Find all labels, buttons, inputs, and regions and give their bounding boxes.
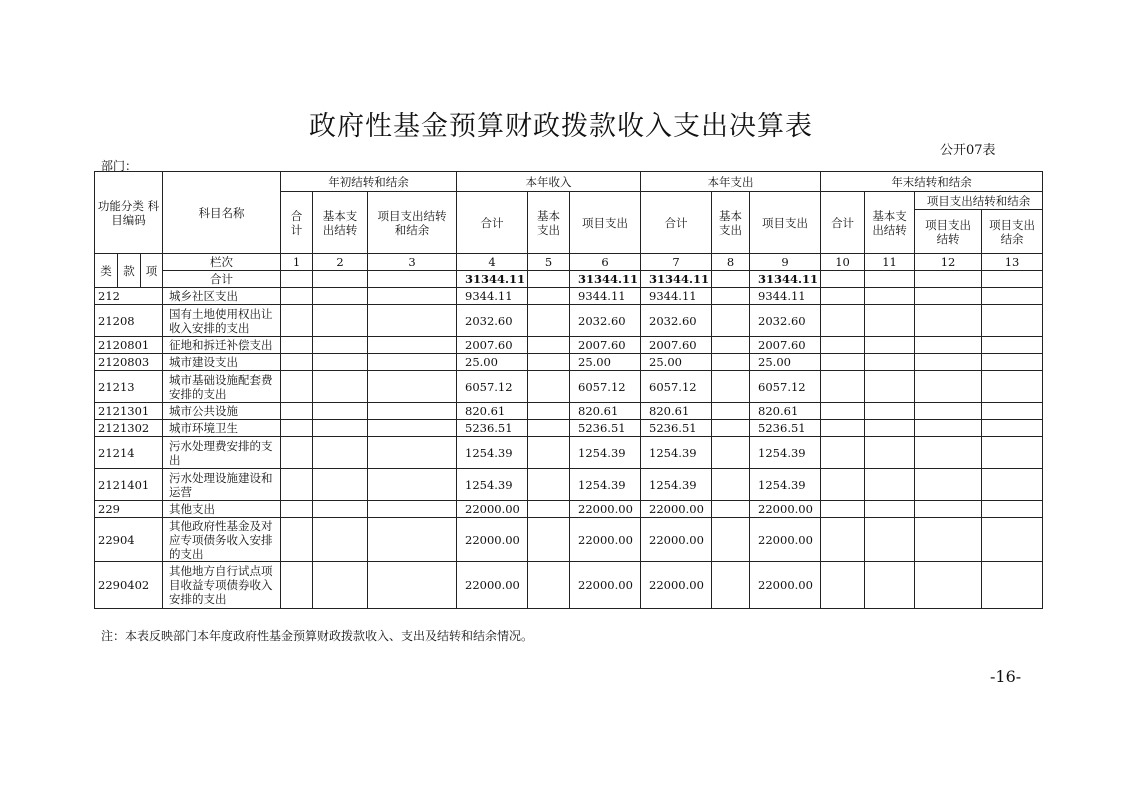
value-cell — [528, 354, 570, 371]
column-number: 2 — [313, 254, 368, 271]
value-cell — [528, 371, 570, 403]
value-cell: 6057.12 — [570, 371, 641, 403]
value-cell: 22000.00 — [750, 518, 821, 562]
column-number: 5 — [528, 254, 570, 271]
subject-code: 21214 — [95, 437, 163, 469]
value-cell — [528, 337, 570, 354]
value-cell: 22000.00 — [570, 562, 641, 609]
value-cell — [313, 420, 368, 437]
value-cell: 820.61 — [750, 403, 821, 420]
value-cell — [865, 305, 915, 337]
header-group-begin: 年初结转和结余 — [281, 172, 457, 192]
value-cell: 5236.51 — [457, 420, 528, 437]
footnote: 注：本表反映部门本年度政府性基金预算财政拨款收入、支出及结转和结余情况。 — [101, 629, 534, 643]
value-cell: 25.00 — [750, 354, 821, 371]
value-cell — [313, 354, 368, 371]
value-cell — [982, 501, 1043, 518]
value-cell — [368, 288, 457, 305]
header-begin-total: 合 计 — [281, 192, 313, 254]
value-cell: 22000.00 — [750, 562, 821, 609]
value-cell: 1254.39 — [457, 469, 528, 501]
value-cell — [368, 469, 457, 501]
header-end-project-group: 项目支出结转和结余 — [915, 192, 1043, 210]
value-cell — [712, 562, 750, 609]
table-row — [95, 288, 1043, 305]
total-cell — [915, 271, 982, 288]
value-cell: 1254.39 — [641, 469, 712, 501]
table-row — [95, 501, 1043, 518]
header-group-expense: 本年支出 — [641, 172, 821, 192]
value-cell: 22000.00 — [457, 518, 528, 562]
value-cell: 1254.39 — [750, 437, 821, 469]
value-cell — [915, 501, 982, 518]
table-row — [95, 354, 1043, 371]
value-cell: 6057.12 — [641, 371, 712, 403]
value-cell — [313, 305, 368, 337]
value-cell — [915, 420, 982, 437]
value-cell: 5236.51 — [641, 420, 712, 437]
value-cell — [281, 288, 313, 305]
value-cell: 2032.60 — [750, 305, 821, 337]
value-cell — [865, 437, 915, 469]
value-cell — [313, 501, 368, 518]
value-cell — [865, 562, 915, 609]
header-begin-basic: 基本支 出结转 — [313, 192, 368, 254]
header-group-income: 本年收入 — [457, 172, 641, 192]
value-cell — [915, 403, 982, 420]
header-group-end: 年末结转和结余 — [821, 172, 1043, 192]
value-cell — [982, 305, 1043, 337]
table-row — [95, 371, 1043, 403]
value-cell — [821, 469, 865, 501]
value-cell — [313, 288, 368, 305]
value-cell — [865, 354, 915, 371]
table-row — [95, 518, 1043, 562]
value-cell — [528, 562, 570, 609]
value-cell — [915, 288, 982, 305]
total-cell — [865, 271, 915, 288]
subject-code: 21208 — [95, 305, 163, 337]
value-cell — [712, 288, 750, 305]
subject-name: 城市基础设施配套费安排的支出 — [163, 371, 281, 403]
value-cell: 1254.39 — [457, 437, 528, 469]
header-expense-project: 项目支出 — [750, 192, 821, 254]
value-cell — [528, 420, 570, 437]
value-cell — [528, 469, 570, 501]
subject-code: 212 — [95, 288, 163, 305]
total-cell — [982, 271, 1043, 288]
value-cell: 1254.39 — [570, 437, 641, 469]
value-cell — [915, 337, 982, 354]
header-begin-project: 项目支出结转 和结余 — [368, 192, 457, 254]
value-cell — [368, 420, 457, 437]
subject-code: 2121401 — [95, 469, 163, 501]
value-cell: 25.00 — [570, 354, 641, 371]
value-cell — [865, 337, 915, 354]
value-cell — [982, 288, 1043, 305]
value-cell — [821, 501, 865, 518]
value-cell: 25.00 — [457, 354, 528, 371]
value-cell — [313, 518, 368, 562]
value-cell — [281, 437, 313, 469]
total-cell — [821, 271, 865, 288]
value-cell: 22000.00 — [641, 518, 712, 562]
value-cell — [528, 305, 570, 337]
value-cell — [915, 518, 982, 562]
value-cell — [281, 469, 313, 501]
value-cell — [368, 403, 457, 420]
value-cell: 2007.60 — [750, 337, 821, 354]
value-cell: 2007.60 — [457, 337, 528, 354]
column-number: 1 — [281, 254, 313, 271]
value-cell: 22000.00 — [570, 518, 641, 562]
subject-code: 2120803 — [95, 354, 163, 371]
total-cell — [712, 271, 750, 288]
value-cell: 1254.39 — [750, 469, 821, 501]
column-number: 7 — [641, 254, 712, 271]
value-cell: 2032.60 — [457, 305, 528, 337]
column-number: 6 — [570, 254, 641, 271]
value-cell: 6057.12 — [750, 371, 821, 403]
column-number: 10 — [821, 254, 865, 271]
value-cell — [368, 501, 457, 518]
column-number: 11 — [865, 254, 915, 271]
subject-name: 城市建设支出 — [163, 354, 281, 371]
subject-name: 其他支出 — [163, 501, 281, 518]
value-cell — [821, 420, 865, 437]
value-cell — [865, 288, 915, 305]
value-cell — [368, 354, 457, 371]
value-cell — [915, 354, 982, 371]
value-cell: 2007.60 — [641, 337, 712, 354]
value-cell — [982, 403, 1043, 420]
header-end-project-rest: 项目支出 结余 — [982, 210, 1043, 254]
value-cell — [368, 337, 457, 354]
value-cell: 9344.11 — [641, 288, 712, 305]
table-row — [95, 403, 1043, 420]
value-cell — [982, 437, 1043, 469]
value-cell: 9344.11 — [570, 288, 641, 305]
value-cell: 22000.00 — [457, 501, 528, 518]
header-kuan: 款 — [118, 254, 141, 288]
page-title: 政府性基金预算财政拨款收入支出决算表 — [309, 111, 813, 142]
subject-name: 城市环境卫生 — [163, 420, 281, 437]
value-cell — [313, 562, 368, 609]
page-number: -16- — [990, 667, 1022, 686]
value-cell — [915, 437, 982, 469]
total-cell — [368, 271, 457, 288]
header-end-total: 合计 — [821, 192, 865, 254]
value-cell — [712, 437, 750, 469]
value-cell — [865, 371, 915, 403]
value-cell — [313, 437, 368, 469]
value-cell: 9344.11 — [457, 288, 528, 305]
subject-name: 其他政府性基金及对应专项债务收入安排的支出 — [163, 518, 281, 562]
value-cell: 820.61 — [457, 403, 528, 420]
value-cell — [712, 305, 750, 337]
value-cell — [982, 469, 1043, 501]
value-cell: 22000.00 — [570, 501, 641, 518]
subject-name: 污水处理费安排的支出 — [163, 437, 281, 469]
value-cell — [982, 354, 1043, 371]
value-cell: 820.61 — [570, 403, 641, 420]
value-cell — [821, 437, 865, 469]
column-number: 9 — [750, 254, 821, 271]
value-cell — [821, 337, 865, 354]
subject-name: 城市公共设施 — [163, 403, 281, 420]
value-cell — [368, 305, 457, 337]
total-cell: 31344.11 — [570, 271, 641, 288]
value-cell: 25.00 — [641, 354, 712, 371]
value-cell: 5236.51 — [570, 420, 641, 437]
value-cell — [865, 501, 915, 518]
value-cell — [281, 518, 313, 562]
header-income-basic: 基本 支出 — [528, 192, 570, 254]
value-cell — [712, 337, 750, 354]
header-expense-basic: 基本 支出 — [712, 192, 750, 254]
total-cell — [313, 271, 368, 288]
value-cell: 2032.60 — [641, 305, 712, 337]
value-cell — [865, 518, 915, 562]
header-income-total: 合计 — [457, 192, 528, 254]
value-cell — [528, 403, 570, 420]
value-cell — [821, 518, 865, 562]
value-cell: 1254.39 — [641, 437, 712, 469]
column-number: 3 — [368, 254, 457, 271]
column-number: 4 — [457, 254, 528, 271]
table-row — [95, 469, 1043, 501]
value-cell: 2032.60 — [570, 305, 641, 337]
value-cell — [982, 518, 1043, 562]
subject-code: 229 — [95, 501, 163, 518]
value-cell — [313, 371, 368, 403]
subject-code: 2121301 — [95, 403, 163, 420]
value-cell: 2007.60 — [570, 337, 641, 354]
value-cell — [821, 288, 865, 305]
column-number: 13 — [982, 254, 1043, 271]
value-cell — [528, 501, 570, 518]
budget-table — [94, 171, 1043, 609]
table-row — [95, 305, 1043, 337]
lanci-label: 栏次 — [163, 254, 281, 271]
value-cell — [865, 420, 915, 437]
value-cell — [915, 469, 982, 501]
subject-name: 污水处理设施建设和运营 — [163, 469, 281, 501]
value-cell — [368, 437, 457, 469]
value-cell — [368, 562, 457, 609]
value-cell — [712, 518, 750, 562]
value-cell — [915, 305, 982, 337]
value-cell: 22000.00 — [641, 501, 712, 518]
subject-code: 2121302 — [95, 420, 163, 437]
header-income-project: 项目支出 — [570, 192, 641, 254]
header-xiang: 项 — [141, 254, 163, 288]
header-lei: 类 — [95, 254, 118, 288]
value-cell — [821, 354, 865, 371]
subject-code: 21213 — [95, 371, 163, 403]
value-cell — [982, 420, 1043, 437]
value-cell — [821, 305, 865, 337]
value-cell — [865, 469, 915, 501]
value-cell — [313, 337, 368, 354]
value-cell: 22000.00 — [641, 562, 712, 609]
value-cell: 1254.39 — [570, 469, 641, 501]
total-cell: 31344.11 — [750, 271, 821, 288]
value-cell — [915, 371, 982, 403]
total-cell — [281, 271, 313, 288]
subject-code: 2290402 — [95, 562, 163, 609]
header-name: 科目名称 — [163, 172, 281, 254]
subject-name: 其他地方自行试点项目收益专项债券收入安排的支出 — [163, 562, 281, 609]
value-cell: 9344.11 — [750, 288, 821, 305]
table-row — [95, 437, 1043, 469]
value-cell — [712, 371, 750, 403]
value-cell — [368, 518, 457, 562]
value-cell: 5236.51 — [750, 420, 821, 437]
value-cell — [313, 403, 368, 420]
value-cell — [528, 518, 570, 562]
value-cell — [281, 420, 313, 437]
value-cell — [712, 469, 750, 501]
subject-name: 国有土地使用权出让收入安排的支出 — [163, 305, 281, 337]
total-cell: 31344.11 — [641, 271, 712, 288]
header-code: 功能分类 科目编码 — [95, 172, 163, 254]
subject-code: 2120801 — [95, 337, 163, 354]
value-cell: 820.61 — [641, 403, 712, 420]
total-cell: 31344.11 — [457, 271, 528, 288]
value-cell — [281, 337, 313, 354]
value-cell — [368, 371, 457, 403]
value-cell — [712, 354, 750, 371]
value-cell — [712, 420, 750, 437]
value-cell — [281, 562, 313, 609]
value-cell — [915, 562, 982, 609]
value-cell — [281, 305, 313, 337]
value-cell: 22000.00 — [457, 562, 528, 609]
header-end-basic: 基本支 出结转 — [865, 192, 915, 254]
value-cell — [281, 354, 313, 371]
value-cell — [281, 501, 313, 518]
value-cell — [712, 501, 750, 518]
value-cell — [712, 403, 750, 420]
value-cell — [865, 403, 915, 420]
value-cell: 6057.12 — [457, 371, 528, 403]
value-cell — [982, 371, 1043, 403]
value-cell — [982, 337, 1043, 354]
subject-code: 22904 — [95, 518, 163, 562]
subject-name: 征地和拆迁补偿支出 — [163, 337, 281, 354]
header-end-project-carry: 项目支出 结转 — [915, 210, 982, 254]
table-row — [95, 420, 1043, 437]
value-cell — [281, 403, 313, 420]
value-cell — [821, 562, 865, 609]
form-number: 公开07表 — [940, 143, 996, 158]
subject-name: 城乡社区支出 — [163, 288, 281, 305]
value-cell — [281, 371, 313, 403]
table-row — [95, 562, 1043, 609]
value-cell — [528, 437, 570, 469]
value-cell — [528, 288, 570, 305]
column-number: 8 — [712, 254, 750, 271]
department-label: 部门： — [101, 159, 138, 173]
value-cell — [821, 371, 865, 403]
value-cell: 22000.00 — [750, 501, 821, 518]
table-row — [95, 337, 1043, 354]
total-cell — [528, 271, 570, 288]
value-cell — [821, 403, 865, 420]
total-label: 合计 — [163, 271, 281, 288]
value-cell — [313, 469, 368, 501]
column-number: 12 — [915, 254, 982, 271]
value-cell — [982, 562, 1043, 609]
header-expense-total: 合计 — [641, 192, 712, 254]
